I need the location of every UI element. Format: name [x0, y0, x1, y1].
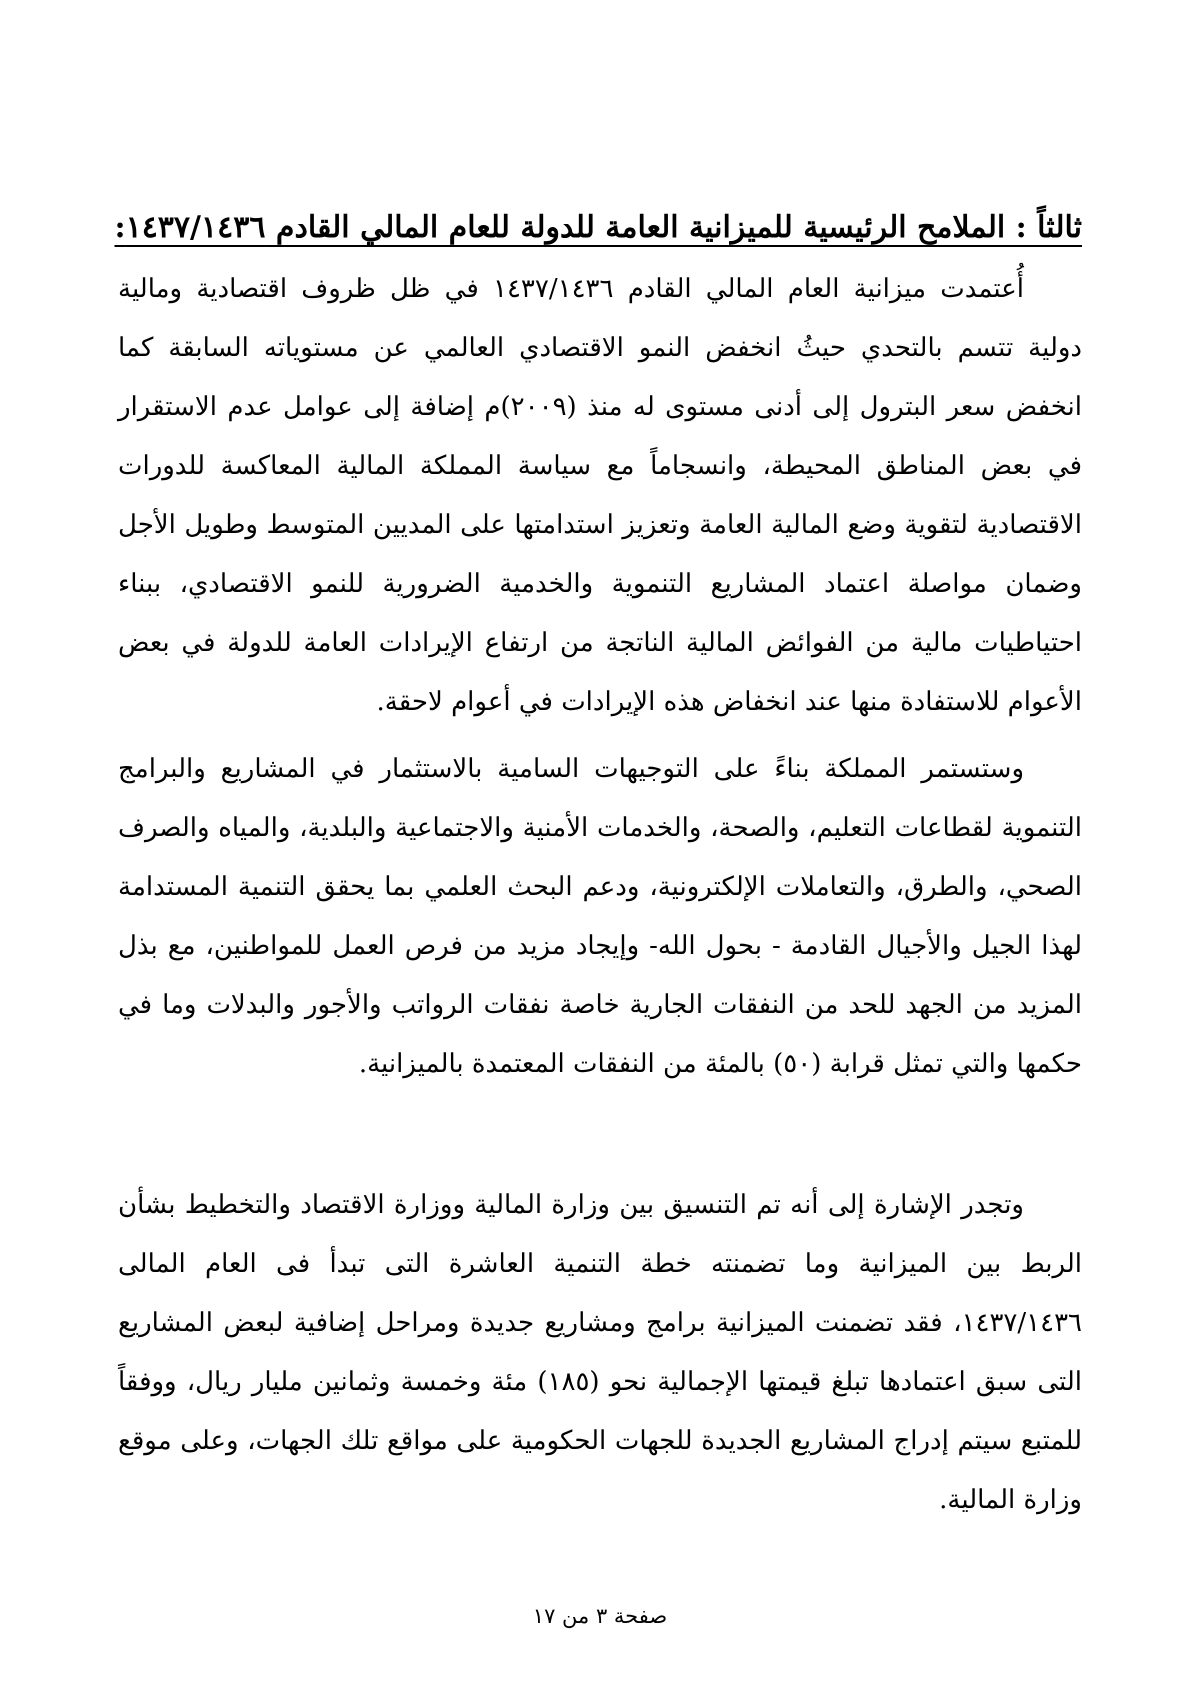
section-heading: ثالثاً : الملامح الرئيسية للميزانية العامة للدولة للعام المالي القادم ١٤٣٧/١٤٣٦:	[114, 210, 1082, 245]
paragraph-budget-context: أُعتمدت ميزانية العام المالي القادم ١٤٣٧/١٤٣٦ في ظل ظروف اقتصادية ومالية دولية تتسم بالتحدي حيثُ انخفض النمو الاقتصادي العالمي عن مستوياته السابقة كما انخفض سعر البترول إلى أدنى مستوى له منذ (٢٠٠٩)م إضافة إلى عوامل عدم الاستقرار في بعض المناطق المحيطة، وانسجاماً مع سياسة المملكة المالية المعاكسة للدورات الاقتصادية لتقوية وضع المالية العامة وتعزيز استدامتها على المديين المتوسط وطويل الأجل وضمان مواصلة اعتماد المشاريع التنموية والخدمية الضرورية للنمو الاقتصادي، ببناء احتياطيات مالية من الفوائض المالية الناتجة من ارتفاع الإيرادات العامة للدولة في بعض الأعوام للاستفادة منها عند انخفاض هذه الإيرادات في أعوام لاحقة.	[118, 274, 1082, 717]
document-page	[114, 205, 1083, 1638]
page-number-footer: صفحة ٣ من ١٧	[532, 1604, 668, 1628]
paragraph-investment: وستستمر المملكة بناءً على التوجيهات السامية بالاستثمار في المشاريع والبرامج التنموية لقطاعات التعليم، والصحة، والخدمات الأمنية والاجتماعية والبلدية، والمياه والصرف الصحي، والطرق، والتعاملات الإلكترونية، ودعم البحث العلمي بما يحقق التنمية المستدامة لهذا الجيل والأجيال القادمة - بحول الله- وإيجاد مزيد من فرص العمل للمواطنين، مع بذل المزيد من الجهد للحد من النفقات الجارية خاصة نفقات الرواتب والأجور والبدلات وما في حكمها والتي تمثل قرابة (٥٠) بالمئة من النفقات المعتمدة بالميزانية.	[118, 754, 1082, 1079]
paragraph-coordination: وتجدر الإشارة إلى أنه تم التنسيق بين وزارة المالية ووزارة الاقتصاد والتخطيط بشأن الربط بين الميزانية وما تضمنته خطة التنمية العاشرة التى تبدأ فى العام المالى ١٤٣٧/١٤٣٦، فقد تضمنت الميزانية برامج ومشاريع جديدة ومراحل إضافية لبعض المشاريع التى سبق اعتمادها تبلغ قيمتها الإجمالية نحو (١٨٥) مئة وخمسة وثمانين مليار ريال، ووفقاً للمتبع سيتم إدراج المشاريع الجديدة للجهات الحكومية على مواقع تلك الجهات، وعلى موقع وزارة المالية.	[118, 1190, 1083, 1515]
